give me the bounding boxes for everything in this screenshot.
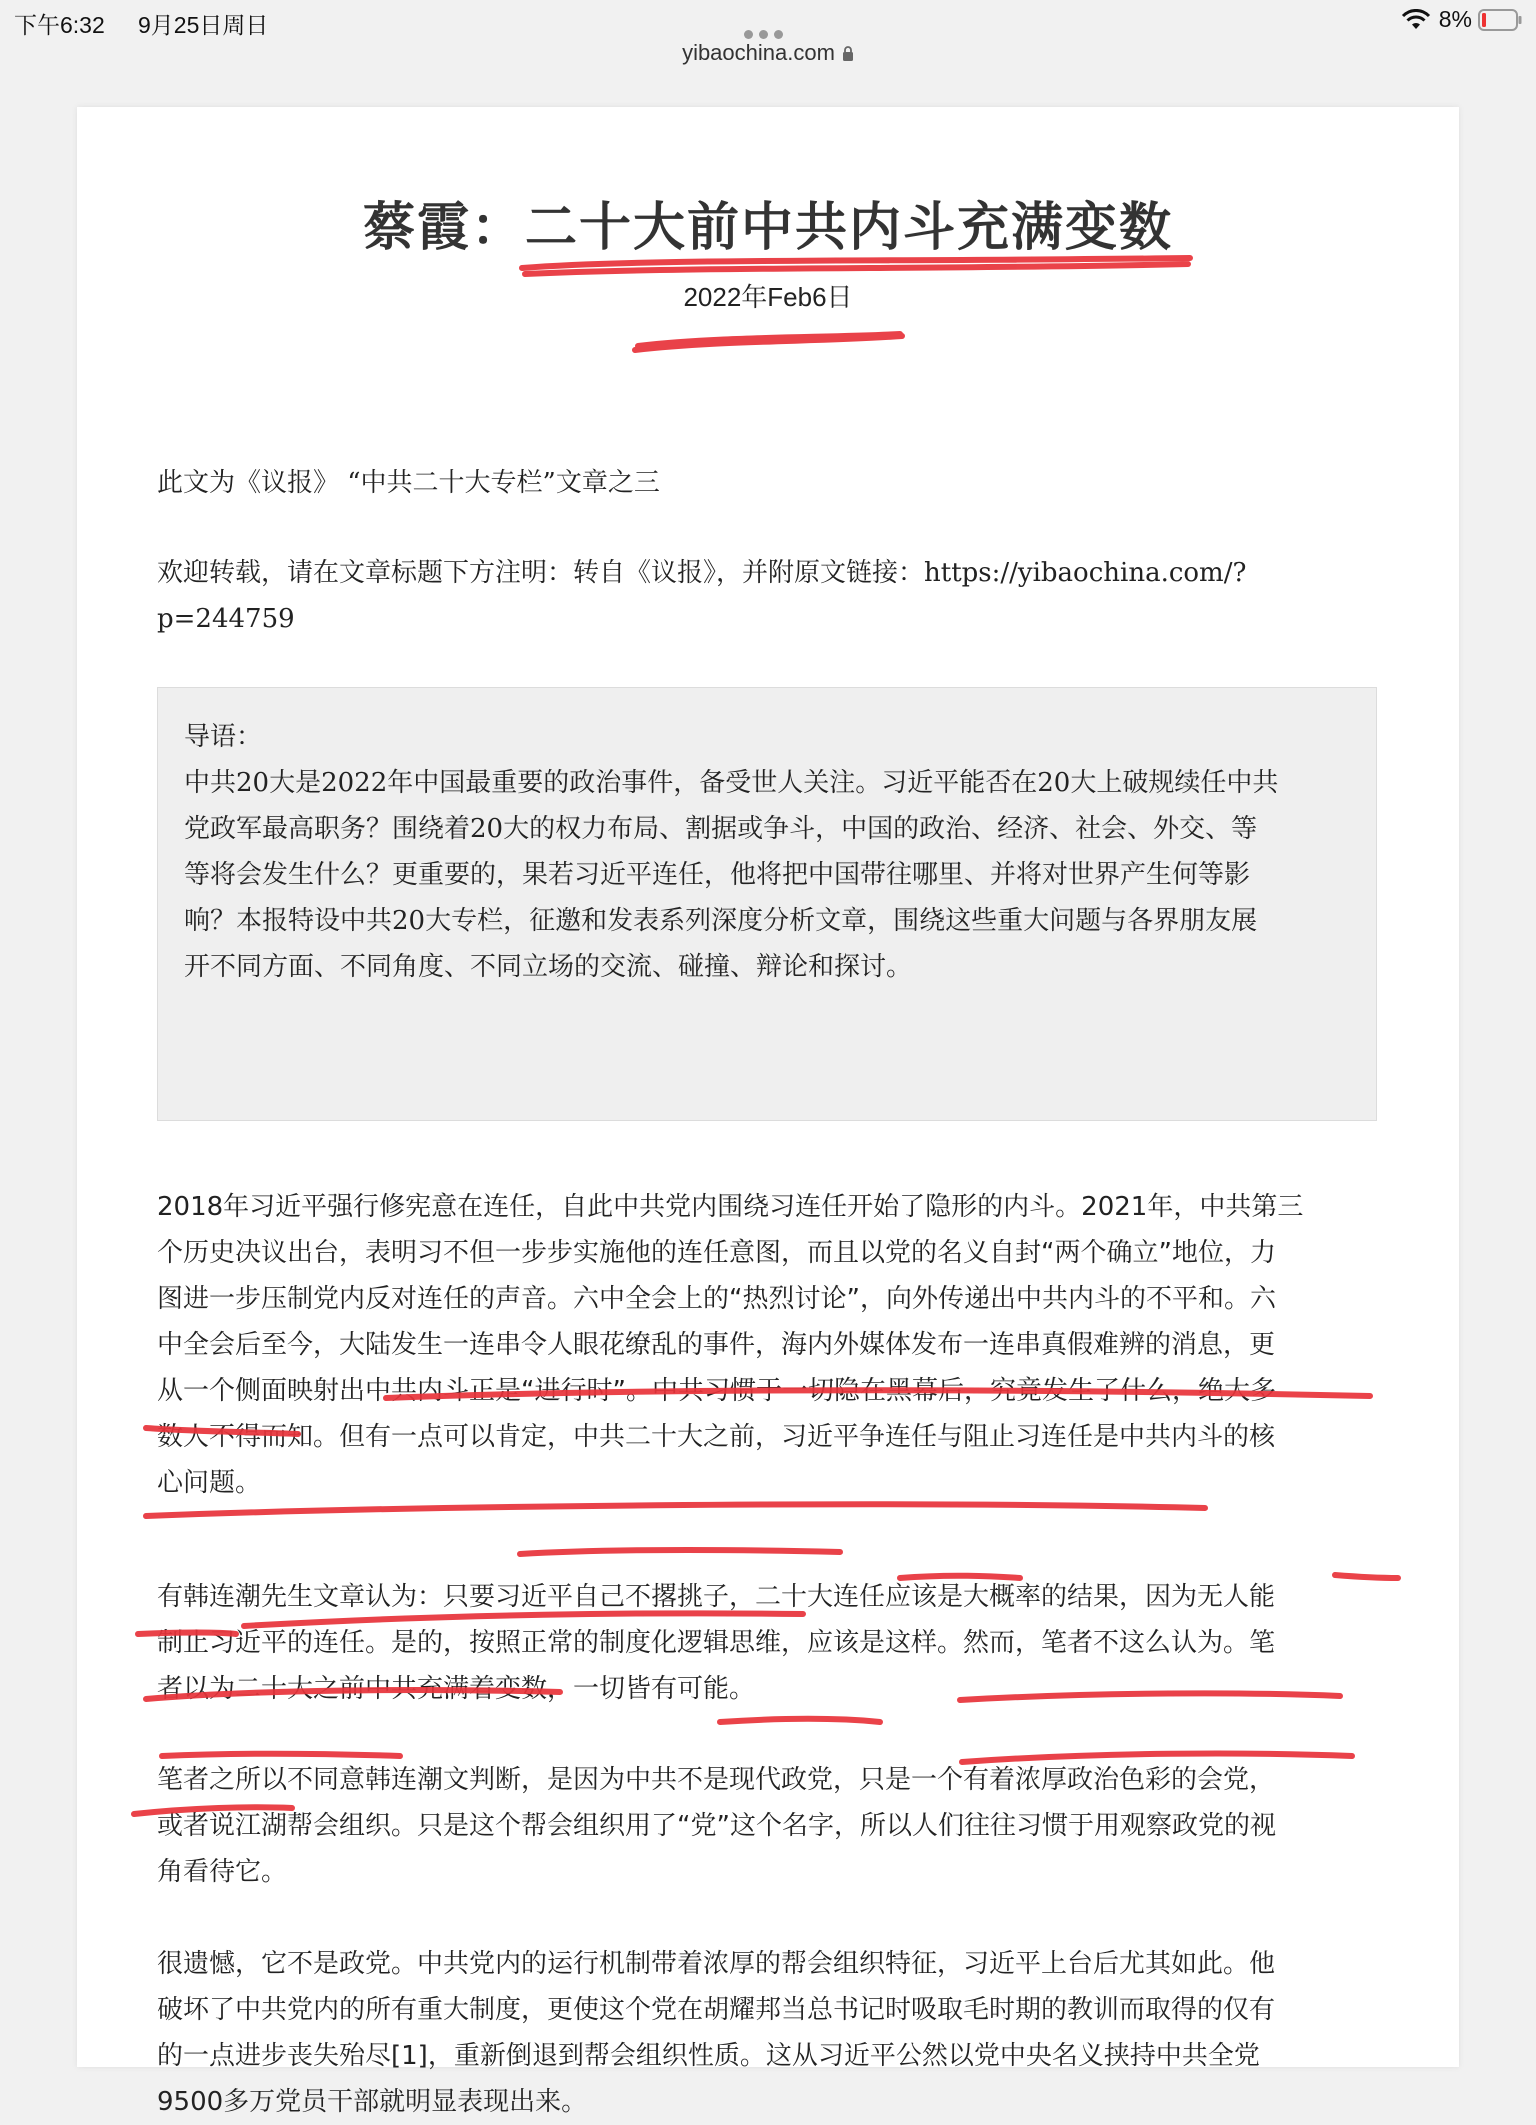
- status-bar: [0, 0, 1536, 44]
- intro-label: 导语：: [184, 722, 263, 752]
- body-line: 者以为二十大之前中共充满着变数，一切皆有可能。: [157, 1674, 756, 1704]
- article-title: 蔡霞：二十大前中共内斗充满变数: [362, 198, 1173, 258]
- status-indicators: [1401, 6, 1522, 33]
- body-line: 有韩连潮先生文章认为：只要习近平自己不撂挑子，二十大连任应该是大概率的结果，因为无人能: [157, 1582, 1276, 1612]
- article-date: 2022年Feb6日: [683, 282, 853, 312]
- body-paragraph-3: [157, 1757, 1387, 1895]
- body-paragraph-1: [157, 1184, 1387, 1506]
- multitasking-dots-icon[interactable]: [744, 18, 792, 28]
- body-line: 笔者之所以不同意韩连潮文判断，是因为中共不是现代政党，只是一个有着浓厚政治色彩的会党，: [157, 1765, 1276, 1795]
- intro-line: 中共20大是2022年中国最重要的政治事件，备受世人关注。习近平能否在20大上破规续任中共: [184, 768, 1279, 798]
- status-date: 9月25日周日: [138, 12, 269, 38]
- intro-box: [157, 687, 1377, 1121]
- intro-line: 响？本报特设中共20大专栏，征邀和发表系列深度分析文章，围绕这些重大问题与各界朋友展: [184, 906, 1258, 936]
- body-line: 从一个侧面映射出中共内斗正是“进行时”。中共习惯于一切隐在黑幕后，究竟发生了什么，绝大多: [157, 1376, 1276, 1406]
- body-line: 图进一步压制党内反对连任的声音。六中全会上的“热烈讨论”，向外传递出中共内斗的不平和。六: [157, 1284, 1276, 1314]
- intro-line: 开不同方面、不同角度、不同立场的交流、碰撞、辩论和探讨。: [184, 952, 913, 982]
- address-bar[interactable]: [0, 40, 1536, 70]
- article-card: [77, 107, 1459, 2117]
- repost-note-line-1: 欢迎转载，请在文章标题下方注明：转自《议报》，并附原文链接：https://yibaochina.com/?: [157, 558, 1247, 588]
- intro-line: 党政军最高职务？围绕着20大的权力布局、割据或争斗，中国的政治、经济、社会、外交、等: [184, 814, 1258, 844]
- body-line: 中全会后至今，大陆发生一连串令人眼花缭乱的事件，海内外媒体发布一连串真假难辨的消息，更: [157, 1330, 1276, 1360]
- body-line: 的一点进步丧失殆尽[1]，重新倒退到帮会组织性质。这从习近平公然以党中央名义挟持中共全党: [157, 2041, 1260, 2071]
- body-line: 或者说江湖帮会组织。只是这个帮会组织用了“党”这个名字，所以人们往往习惯于用观察政党的视: [157, 1811, 1276, 1841]
- url-text: yibaochina.com: [682, 40, 835, 65]
- body-line: 数人不得而知。但有一点可以肯定，中共二十大之前，习近平争连任与阻止习连任是中共内斗的核: [157, 1422, 1276, 1452]
- body-line: 角看待它。: [157, 1857, 288, 1887]
- body-line: 2018年习近平强行修宪意在连任，自此中共党内围绕习连任开始了隐形的内斗。2021年，中共第三: [157, 1192, 1304, 1222]
- body-paragraph-2: [157, 1574, 1387, 1712]
- repost-note-line-2: p=244759: [157, 604, 295, 634]
- body-paragraph-4: [157, 1941, 1387, 2125]
- intro-line: 等将会发生什么？更重要的，果若习近平连任，他将把中国带往哪里、并将对世界产生何等影: [184, 860, 1251, 890]
- body-line: 制止习近平的连任。是的，按照正常的制度化逻辑思维，应该是这样。然而，笔者不这么认为。笔: [157, 1628, 1276, 1658]
- lock-icon: [842, 46, 854, 61]
- body-line: 9500多万党员干部就明显表现出来。: [157, 2087, 588, 2117]
- wifi-icon: [1401, 9, 1431, 31]
- battery-icon: [1478, 9, 1522, 31]
- series-note: 此文为《议报》 “中共二十大专栏”文章之三: [157, 468, 660, 498]
- status-time: 下午6:32: [14, 12, 105, 38]
- battery-percentage: 8%: [1438, 6, 1472, 32]
- body-line: 个历史决议出台，表明习不但一步步实施他的连任意图，而且以党的名义自封“两个确立”地位，力: [157, 1238, 1276, 1268]
- body-line: 破坏了中共党内的所有重大制度，更使这个党在胡耀邦当总书记时吸取毛时期的教训而取得的仅有: [157, 1995, 1276, 2025]
- body-line: 很遗憾，它不是政党。中共党内的运行机制带着浓厚的帮会组织特征，习近平上台后尤其如此。他: [157, 1949, 1276, 1979]
- body-line: 心问题。: [157, 1468, 262, 1498]
